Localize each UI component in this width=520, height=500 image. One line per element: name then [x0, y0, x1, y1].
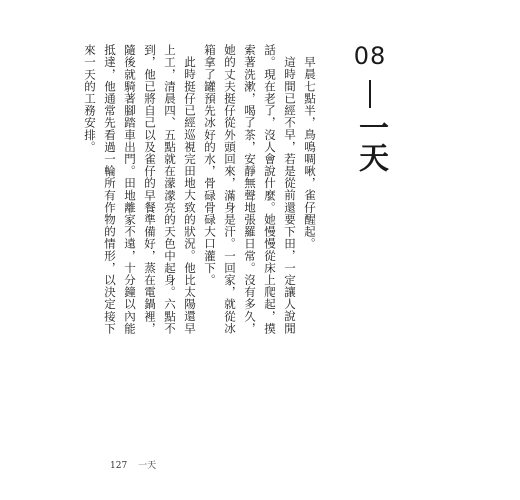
- chapter-title: 一天: [353, 112, 388, 172]
- chapter-divider: [369, 80, 371, 108]
- paragraph: 早晨七點半，鳥鳴啁啾，雀仔醒起。: [303, 55, 317, 250]
- paragraph: 這時間已經不早，若是從前還要下田，一定讓人說閒話。現在老了，沒人會說什麼。她慢慢從床上爬起，摸索著洗漱，喝了茶，安靜無聲地張羅日常。沒有多久，她的丈夫挺仔從外頭回來，滿身是汗。一回家，就從冰箱拿了罐預先冰好的水，骨碌骨碌大口灌下。: [203, 44, 297, 335]
- body-text: [83, 44, 320, 344]
- paragraph: 此時挺仔已經巡視完田地大致的狀況。他比太陽還早上工，清晨四、五點就在濛濛亮的天色中起身。六點不到，他已將自己以及雀仔的早餐準備好，蒸在電鍋裡，隨後就騎著腳踏車出門。田地離家不遠，十分鐘以內能抵達，他通常先看過一輪所有作物的情形，以決定接下來一天的工務安排。: [83, 44, 197, 335]
- chapter-number: 08: [353, 42, 387, 70]
- page-footer: [110, 459, 156, 473]
- page-number: 127: [110, 461, 128, 471]
- running-title: 一天: [138, 461, 157, 471]
